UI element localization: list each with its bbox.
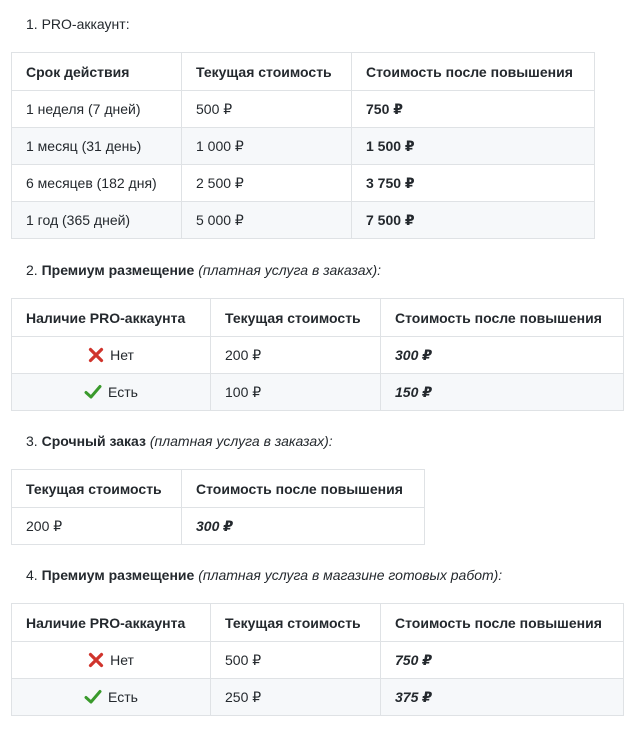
current-price-cell: 2 500 ₽ bbox=[182, 165, 352, 202]
current-price-cell: 5 000 ₽ bbox=[182, 202, 352, 239]
current-price-cell: 100 ₽ bbox=[211, 374, 381, 411]
column-header: Наличие PRO-аккаунта bbox=[12, 604, 211, 642]
cross-mark-icon bbox=[88, 347, 104, 363]
current-price-cell: 500 ₽ bbox=[211, 642, 381, 679]
pro-status-label: Есть bbox=[108, 384, 138, 400]
section-2-note: (платная услуга в заказах): bbox=[198, 262, 382, 278]
pro-status-label: Нет bbox=[110, 347, 134, 363]
pro-status-cell bbox=[12, 374, 211, 411]
table-header-row bbox=[12, 604, 624, 642]
pro-status-cell bbox=[12, 337, 211, 374]
table-header-row bbox=[12, 299, 624, 337]
section-3-note: (платная услуга в заказах): bbox=[149, 433, 333, 449]
new-price-cell: 300 ₽ bbox=[182, 508, 425, 545]
section-4-number: 4. bbox=[26, 567, 38, 583]
column-header: Наличие PRO-аккаунта bbox=[12, 299, 211, 337]
column-header: Текущая стоимость bbox=[211, 604, 381, 642]
pro-status-cell bbox=[12, 679, 211, 716]
table-row bbox=[12, 202, 595, 239]
current-price-cell: 500 ₽ bbox=[182, 91, 352, 128]
section-3-heading bbox=[26, 431, 333, 451]
check-mark-icon bbox=[84, 384, 102, 400]
column-header: Стоимость после повышения bbox=[182, 470, 425, 508]
term-cell: 1 месяц (31 день) bbox=[12, 128, 182, 165]
table-row bbox=[12, 91, 595, 128]
table-row bbox=[12, 374, 624, 411]
section-3-title: Срочный заказ bbox=[41, 433, 146, 449]
table-header-row bbox=[12, 53, 595, 91]
new-price-cell: 1 500 ₽ bbox=[352, 128, 595, 165]
table-row bbox=[12, 508, 425, 545]
table-header-row bbox=[12, 470, 425, 508]
term-cell: 6 месяцев (182 дня) bbox=[12, 165, 182, 202]
table-row bbox=[12, 679, 624, 716]
column-header: Срок действия bbox=[12, 53, 182, 91]
section-2-heading bbox=[26, 260, 381, 280]
pro-account-table bbox=[11, 52, 595, 239]
cross-mark-icon bbox=[88, 652, 104, 668]
current-price-cell: 200 ₽ bbox=[211, 337, 381, 374]
table-row bbox=[12, 128, 595, 165]
current-price-cell: 1 000 ₽ bbox=[182, 128, 352, 165]
current-price-cell: 250 ₽ bbox=[211, 679, 381, 716]
section-1-heading bbox=[26, 14, 130, 34]
table-row bbox=[12, 642, 624, 679]
column-header: Стоимость после повышения bbox=[352, 53, 595, 91]
new-price-cell: 750 ₽ bbox=[381, 642, 624, 679]
term-cell: 1 год (365 дней) bbox=[12, 202, 182, 239]
section-4-title: Премиум размещение bbox=[41, 567, 195, 583]
pro-status-label: Есть bbox=[108, 689, 138, 705]
column-header: Стоимость после повышения bbox=[381, 604, 624, 642]
premium-placement-orders-table bbox=[11, 298, 624, 411]
section-1-title: PRO-аккаунт: bbox=[41, 16, 130, 32]
premium-placement-shop-table bbox=[11, 603, 624, 716]
new-price-cell: 150 ₽ bbox=[381, 374, 624, 411]
table-row bbox=[12, 337, 624, 374]
section-3-number: 3. bbox=[26, 433, 38, 449]
section-4-heading bbox=[26, 565, 502, 585]
section-4-note: (платная услуга в магазине готовых работ): bbox=[198, 567, 503, 583]
column-header: Текущая стоимость bbox=[182, 53, 352, 91]
term-cell: 1 неделя (7 дней) bbox=[12, 91, 182, 128]
column-header: Текущая стоимость bbox=[12, 470, 182, 508]
section-2-title: Премиум размещение bbox=[41, 262, 195, 278]
check-mark-icon bbox=[84, 689, 102, 705]
column-header: Стоимость после повышения bbox=[381, 299, 624, 337]
new-price-cell: 750 ₽ bbox=[352, 91, 595, 128]
pro-status-cell bbox=[12, 642, 211, 679]
section-1-number: 1. bbox=[26, 16, 38, 32]
urgent-order-table bbox=[11, 469, 425, 545]
column-header: Текущая стоимость bbox=[211, 299, 381, 337]
new-price-cell: 3 750 ₽ bbox=[352, 165, 595, 202]
table-row bbox=[12, 165, 595, 202]
new-price-cell: 375 ₽ bbox=[381, 679, 624, 716]
new-price-cell: 7 500 ₽ bbox=[352, 202, 595, 239]
new-price-cell: 300 ₽ bbox=[381, 337, 624, 374]
pro-status-label: Нет bbox=[110, 652, 134, 668]
section-2-number: 2. bbox=[26, 262, 38, 278]
current-price-cell: 200 ₽ bbox=[12, 508, 182, 545]
